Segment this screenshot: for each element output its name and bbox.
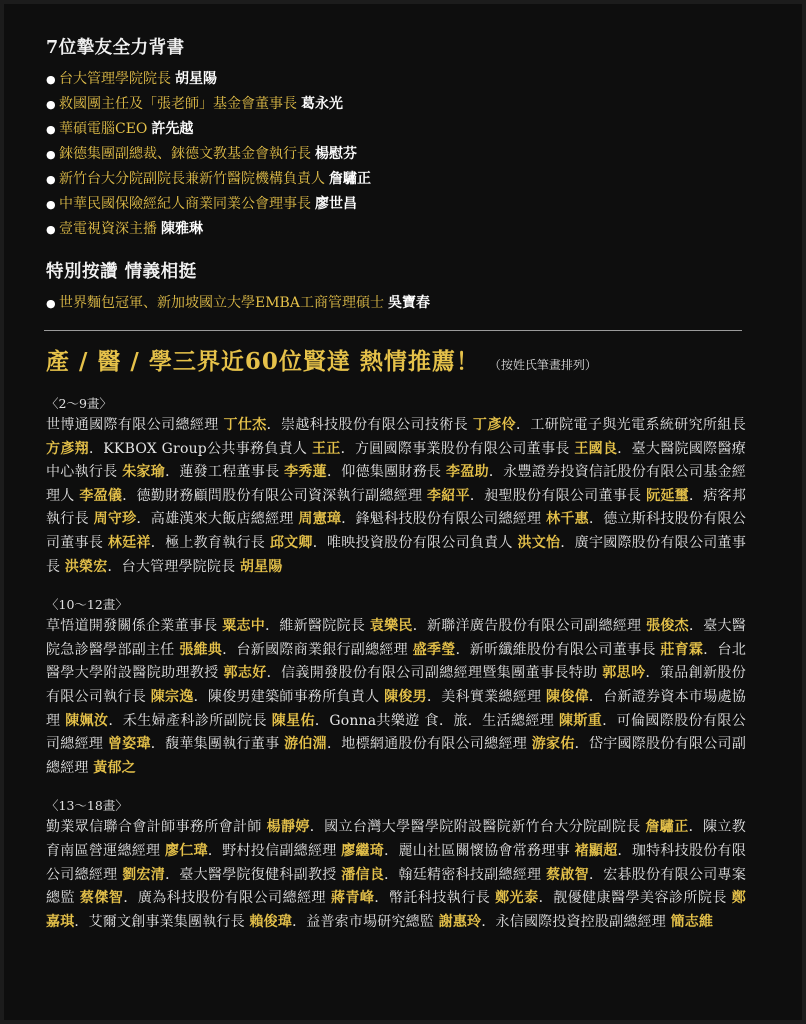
section3-title-text: 產 / 醫 / 學三界近60位賢達 熱情推薦！ bbox=[46, 348, 480, 375]
recommender-entry bbox=[46, 819, 310, 835]
separator: ． bbox=[312, 534, 327, 551]
sponsor-role: 台大管理學院院長 bbox=[59, 71, 171, 87]
sponsor-item bbox=[46, 142, 746, 167]
separator: ． bbox=[165, 464, 180, 481]
recommender-role: 廣為科技股份有限公司總經理 bbox=[137, 890, 331, 907]
separator: ． bbox=[645, 665, 660, 682]
recommender-role: 麗山社區關懷協會常務理事 bbox=[398, 842, 575, 859]
separator: ． bbox=[617, 440, 632, 457]
sponsor-role: 中華民國保險經紀人商業同業公會理事長 bbox=[59, 196, 311, 212]
sponsor-item bbox=[46, 92, 746, 117]
recommender-role: 岱宇國際股份有限公司副總經理 bbox=[46, 736, 747, 776]
recommender-entry bbox=[208, 689, 427, 705]
recommender-role: 信義開發股份有限公司副總經理暨集團董事長特助 bbox=[281, 665, 603, 682]
recommender-entry bbox=[341, 464, 489, 480]
recommender-entry bbox=[496, 914, 714, 930]
sponsor-item bbox=[46, 117, 746, 142]
separator: ． bbox=[412, 618, 427, 635]
separator: ． bbox=[384, 866, 399, 883]
recommender-role: 美科實業總經理 bbox=[441, 688, 547, 705]
recommender-role: 永豐證券投資信託股份有限公司基金經理人 bbox=[46, 464, 747, 504]
recommender-name: 邱文卿 bbox=[269, 534, 313, 551]
recommender-role: 臺大醫院急診醫學部副主任 bbox=[46, 618, 747, 658]
recommender-role: 益普索市場研究總監 bbox=[306, 913, 439, 930]
recommender-name: 袁樂民 bbox=[369, 618, 413, 635]
sponsor-role: 救國團主任及「張老師」基金會董事長 bbox=[59, 96, 297, 112]
recommender-name: 朱家瑜 bbox=[122, 464, 166, 481]
separator: ． bbox=[314, 712, 330, 729]
recommender-name: 褚顯超 bbox=[574, 842, 618, 859]
separator: ． bbox=[122, 487, 137, 504]
recommender-role: 策品創新股份有限公司執行長 bbox=[46, 665, 746, 705]
recommender-entry bbox=[165, 736, 327, 752]
recommender-name: 丁彥伶 bbox=[472, 417, 517, 433]
recommender-name: 蔣青峰 bbox=[330, 890, 375, 907]
recommender-entry bbox=[279, 618, 412, 634]
section1-title: 7位摯友全力背書 bbox=[46, 38, 185, 58]
recommender-entry bbox=[389, 890, 539, 906]
recommender-entry bbox=[123, 713, 315, 729]
sponsor-item bbox=[46, 291, 746, 316]
recommender-name: 周守珍 bbox=[93, 511, 137, 528]
separator: ． bbox=[266, 665, 281, 682]
sponsor-item bbox=[46, 217, 746, 242]
recommender-entry bbox=[137, 488, 470, 504]
recommender-role: 高雄漢來大飯店總經理 bbox=[150, 511, 299, 528]
recommender-role: 方圓國際事業股份有限公司董事長 bbox=[354, 440, 575, 457]
recommender-role: 靓優健康醫學美容診所院長 bbox=[553, 890, 732, 907]
separator: ． bbox=[688, 618, 704, 635]
recommender-entry bbox=[356, 511, 589, 527]
separator: ． bbox=[292, 913, 307, 930]
separator: ． bbox=[326, 464, 342, 481]
recommender-name: 劉宏清 bbox=[122, 866, 166, 883]
recommender-role: 馥華集團執行董事 bbox=[165, 736, 285, 753]
recommender-name: 賴俊瑋 bbox=[249, 913, 293, 930]
recommender-role: 維新醫院院長 bbox=[279, 618, 370, 635]
sponsor-name: 許先越 bbox=[151, 121, 194, 137]
recommender-role: 臺大醫院國際醫療中心執行長 bbox=[46, 440, 746, 481]
recommender-entry bbox=[427, 618, 689, 634]
separator: ． bbox=[108, 712, 123, 729]
recommender-name: 蔡傑智 bbox=[79, 890, 124, 907]
sponsor-role: 世界麵包冠軍、新加坡國立大學EMBA工商管理碩士 bbox=[59, 295, 384, 311]
group-body bbox=[46, 414, 746, 579]
recommender-name: 李盈助 bbox=[446, 464, 489, 481]
sponsor-name: 廖世昌 bbox=[315, 196, 357, 212]
recommender-name: 李秀蓮 bbox=[284, 464, 327, 481]
recommender-name: 黃郁之 bbox=[93, 759, 136, 776]
separator: ． bbox=[488, 464, 504, 481]
sponsor-item bbox=[46, 67, 746, 92]
section2-title: 特別按讚 情義相挺 bbox=[46, 262, 197, 282]
recommender-entry bbox=[46, 618, 265, 634]
recommender-entry bbox=[151, 511, 342, 527]
separator: ． bbox=[107, 558, 122, 575]
recommender-role: 蓮發工程董事長 bbox=[179, 464, 285, 481]
recommender-name: 林廷祥 bbox=[107, 534, 151, 551]
recommender-role: 地標網通股份有限公司總經理 bbox=[341, 736, 532, 753]
recommender-role: 台新國際商業銀行副總經理 bbox=[236, 641, 413, 658]
recommender-entry bbox=[103, 441, 340, 457]
recommender-entry bbox=[329, 713, 602, 729]
recommender-role: 仰德集團財務長 bbox=[341, 464, 447, 481]
recommender-name: 郭思吟 bbox=[602, 665, 646, 682]
sponsor-name: 詹驌正 bbox=[329, 171, 371, 187]
separator: ． bbox=[426, 688, 442, 705]
group-heading: 〈10～12畫〉 bbox=[46, 597, 128, 613]
content bbox=[46, 34, 746, 950]
recommender-entry bbox=[89, 914, 292, 930]
sponsor-name: 胡星陽 bbox=[175, 71, 217, 87]
bullet-icon: ● bbox=[46, 73, 56, 86]
recommender-entry bbox=[122, 559, 283, 575]
separator: ． bbox=[165, 866, 180, 883]
recommender-name: 陳斯重 bbox=[558, 712, 603, 729]
recommender-role: Gonna共樂遊 食．旅．生活總經理 bbox=[329, 712, 559, 729]
separator: ． bbox=[123, 890, 138, 907]
recommender-name: 周憲璋 bbox=[298, 511, 342, 528]
sponsor-role: 新竹台大分院副院長兼新竹醫院機構負責人 bbox=[59, 171, 325, 187]
recommender-name: 王正 bbox=[312, 440, 341, 457]
sponsor-name: 楊慰芬 bbox=[315, 146, 357, 162]
recommender-name: 簡志維 bbox=[670, 913, 714, 930]
section2-list bbox=[46, 291, 746, 316]
separator: ． bbox=[574, 736, 589, 753]
separator: ． bbox=[207, 842, 223, 859]
recommender-entry bbox=[281, 417, 516, 433]
recommender-name: 陳星佑 bbox=[271, 712, 315, 729]
separator: ． bbox=[326, 736, 342, 753]
recommender-name: 王國良 bbox=[574, 440, 618, 457]
recommender-name: 胡星陽 bbox=[239, 558, 283, 575]
recommender-name: 廖仁瑋 bbox=[165, 842, 208, 859]
recommender-entry bbox=[470, 642, 703, 658]
recommender-entry bbox=[484, 488, 689, 504]
recommender-role: 德勤財務顧問股份有限公司資深執行副總經理 bbox=[136, 487, 427, 504]
recommender-entry bbox=[237, 642, 456, 658]
separator: ． bbox=[266, 417, 282, 433]
recommender-name: 粟志中 bbox=[222, 618, 266, 635]
recommender-name: 謝惠玲 bbox=[438, 913, 482, 930]
recommender-role: 工研院電子與光電系統研究所組長 bbox=[530, 417, 746, 433]
bullet-icon: ● bbox=[46, 148, 56, 161]
recommender-name: 游家佑 bbox=[531, 736, 575, 753]
separator: ． bbox=[309, 819, 325, 836]
recommender-entry bbox=[179, 867, 384, 883]
recommender-name: 張俊杰 bbox=[646, 618, 689, 635]
recommender-role: 世博通國際有限公司總經理 bbox=[46, 417, 224, 433]
recommender-name: 盛季瑩 bbox=[412, 641, 456, 658]
recommender-name: 潘信良 bbox=[341, 866, 385, 883]
separator: ． bbox=[341, 511, 356, 528]
section3-title bbox=[46, 343, 746, 376]
separator: ． bbox=[588, 688, 604, 705]
recommender-role: KKBOX Group公共事務負責人 bbox=[103, 440, 312, 457]
bullet-icon: ● bbox=[46, 297, 56, 310]
separator: ． bbox=[617, 842, 632, 859]
recommender-role: 宏碁股份有限公司專案總監 bbox=[46, 866, 747, 907]
separator: ． bbox=[516, 417, 531, 433]
bullet-icon: ● bbox=[46, 98, 56, 111]
recommender-role: 新昕纖維股份有限公司董事長 bbox=[469, 641, 661, 658]
separator: ． bbox=[374, 890, 389, 907]
recommender-name: 楊靜婷 bbox=[266, 819, 310, 836]
recommender-entry bbox=[306, 914, 481, 930]
recommender-role: 草悟道開發關係企業董事長 bbox=[46, 618, 223, 635]
sponsor-role: 華碩電腦CEO bbox=[59, 121, 148, 137]
sponsor-role: 壹電視資深主播 bbox=[59, 221, 157, 237]
recommender-name: 陳宗逸 bbox=[150, 688, 194, 705]
separator: ． bbox=[88, 440, 104, 457]
recommender-entry bbox=[441, 689, 589, 705]
recommender-name: 廖繼琦 bbox=[341, 842, 385, 859]
recommender-role: 台新證券資本市場處協理 bbox=[46, 688, 746, 729]
group-body bbox=[46, 816, 746, 934]
recommender-role: 昶聖股份有限公司董事長 bbox=[484, 487, 647, 504]
recommender-name: 陳姵汝 bbox=[65, 712, 109, 729]
bullet-icon: ● bbox=[46, 173, 56, 186]
separator: ． bbox=[481, 913, 496, 930]
recommender-name: 游伯淵 bbox=[284, 736, 327, 753]
recommender-entry bbox=[398, 867, 589, 883]
recommender-name: 蔡啟智 bbox=[546, 866, 589, 883]
separator: ． bbox=[150, 736, 166, 753]
recommender-name: 曾姿瑋 bbox=[107, 736, 151, 753]
recommender-role: 臺大醫學院復健科副教授 bbox=[179, 866, 342, 883]
recommender-entry bbox=[46, 417, 267, 433]
group-heading: 〈2～9畫〉 bbox=[46, 396, 112, 411]
group-body bbox=[46, 615, 746, 780]
section3-note: （按姓氏筆畫排列） bbox=[488, 358, 597, 372]
recommender-name: 丁仕杰 bbox=[223, 417, 267, 433]
recommender-role: 極上教育執行長 bbox=[165, 534, 270, 551]
separator: ． bbox=[384, 842, 399, 859]
recommender-name: 阮延璽 bbox=[646, 487, 689, 504]
recommender-role: 陳立教育南區營運總經理 bbox=[46, 819, 746, 859]
recommender-role: 野村投信副總經理 bbox=[222, 842, 342, 859]
sponsor-name: 葛永光 bbox=[301, 96, 343, 112]
recommender-role: 鋒魁科技股份有限公司總經理 bbox=[355, 511, 547, 528]
recommender-role: 翰廷精密科技副總經理 bbox=[398, 866, 547, 883]
recommender-entry bbox=[281, 665, 645, 681]
recommender-name: 林千惠 bbox=[546, 511, 589, 528]
recommender-entry bbox=[179, 464, 327, 480]
separator: ． bbox=[602, 712, 617, 729]
separator: ． bbox=[703, 641, 718, 658]
recommender-name: 張維典 bbox=[179, 641, 223, 658]
separator: ． bbox=[136, 511, 151, 528]
recommender-name: 李紹平 bbox=[427, 487, 470, 504]
recommender-role: 幣託科技執行長 bbox=[388, 890, 496, 907]
recommender-role: 國立台灣大學醫學院附設醫院新竹台大分院副院長 bbox=[324, 819, 646, 836]
group-heading: 〈13～18畫〉 bbox=[46, 798, 128, 814]
recommender-role: 珈特科技股份有限公司總經理 bbox=[46, 842, 747, 883]
recommender-entry bbox=[165, 535, 313, 551]
recommender-entry bbox=[222, 843, 384, 859]
recommender-name: 方彥翔 bbox=[46, 440, 89, 457]
recommender-name: 李盈儀 bbox=[79, 487, 123, 504]
sponsor-name: 陳雅琳 bbox=[161, 221, 203, 237]
recommender-role: 可倫國際股份有限公司總經理 bbox=[46, 712, 746, 753]
recommender-name: 鄭光泰 bbox=[495, 890, 539, 907]
recommender-role: 德立斯科技股份有限公司董事長 bbox=[46, 511, 747, 551]
separator: ． bbox=[150, 534, 166, 551]
recommender-name: 洪榮宏 bbox=[64, 558, 108, 575]
recommender-name: 洪文怡 bbox=[517, 534, 561, 551]
recommender-role: 勤業眾信聯合會計師事務所會計師 bbox=[46, 819, 267, 836]
separator: ． bbox=[222, 641, 237, 658]
recommender-role: 廣宇國際股份有限公司董事長 bbox=[46, 534, 747, 575]
recommender-role: 唯映投資股份有限公司負責人 bbox=[327, 534, 518, 551]
bullet-icon: ● bbox=[46, 123, 56, 136]
bullet-icon: ● bbox=[46, 223, 56, 236]
recommender-groups bbox=[46, 394, 746, 934]
recommender-name: 鄭嘉琪 bbox=[46, 890, 746, 930]
recommender-role: 台北醫學大學附設醫院助理教授 bbox=[46, 641, 747, 682]
sponsor-item bbox=[46, 167, 746, 192]
recommender-entry bbox=[138, 890, 375, 906]
recommender-role: 禾生婦產科診所副院長 bbox=[122, 712, 272, 729]
sponsor-name: 吳寶春 bbox=[387, 295, 430, 311]
separator: ． bbox=[588, 866, 604, 883]
recommender-name: 陳俊偉 bbox=[546, 688, 589, 705]
separator: ． bbox=[688, 487, 704, 504]
separator: ． bbox=[193, 688, 208, 705]
recommender-role: 崇越科技股份有限公司技術長 bbox=[281, 417, 473, 433]
recommender-role: 艾爾文創事業集團執行長 bbox=[88, 913, 250, 930]
separator: ． bbox=[455, 641, 470, 658]
recommender-role: 新聯洋廣告股份有限公司副總經理 bbox=[427, 618, 647, 635]
recommender-name: 郭志好 bbox=[223, 665, 267, 682]
sponsor-item bbox=[46, 192, 746, 217]
recommender-role: 台大管理學院院長 bbox=[121, 558, 240, 575]
separator: ． bbox=[469, 487, 485, 504]
divider bbox=[44, 330, 742, 331]
recommender-name: 詹驌正 bbox=[645, 819, 689, 836]
section1-list bbox=[46, 67, 746, 242]
sponsor-role: 錸德集團副總裁、錸德文教基金會執行長 bbox=[59, 146, 311, 162]
recommender-entry bbox=[398, 843, 617, 859]
separator: ． bbox=[560, 534, 575, 551]
separator: ． bbox=[538, 890, 554, 907]
recommender-entry bbox=[324, 819, 688, 835]
recommender-role: 陳俊男建築師事務所負責人 bbox=[207, 688, 385, 705]
recommender-role: 永信國際投資控股副總經理 bbox=[495, 913, 671, 930]
recommender-entry bbox=[327, 535, 560, 551]
recommender-role: 痞客邦執行長 bbox=[46, 487, 747, 528]
recommender-name: 莊育霖 bbox=[660, 641, 704, 658]
separator: ． bbox=[74, 913, 89, 930]
recommender-name: 陳俊男 bbox=[384, 688, 427, 705]
separator: ． bbox=[588, 511, 604, 528]
recommender-entry bbox=[341, 736, 574, 752]
separator: ． bbox=[688, 819, 703, 836]
recommender-entry bbox=[355, 441, 617, 457]
bullet-icon: ● bbox=[46, 198, 56, 211]
separator: ． bbox=[340, 440, 355, 457]
separator: ． bbox=[265, 618, 280, 635]
